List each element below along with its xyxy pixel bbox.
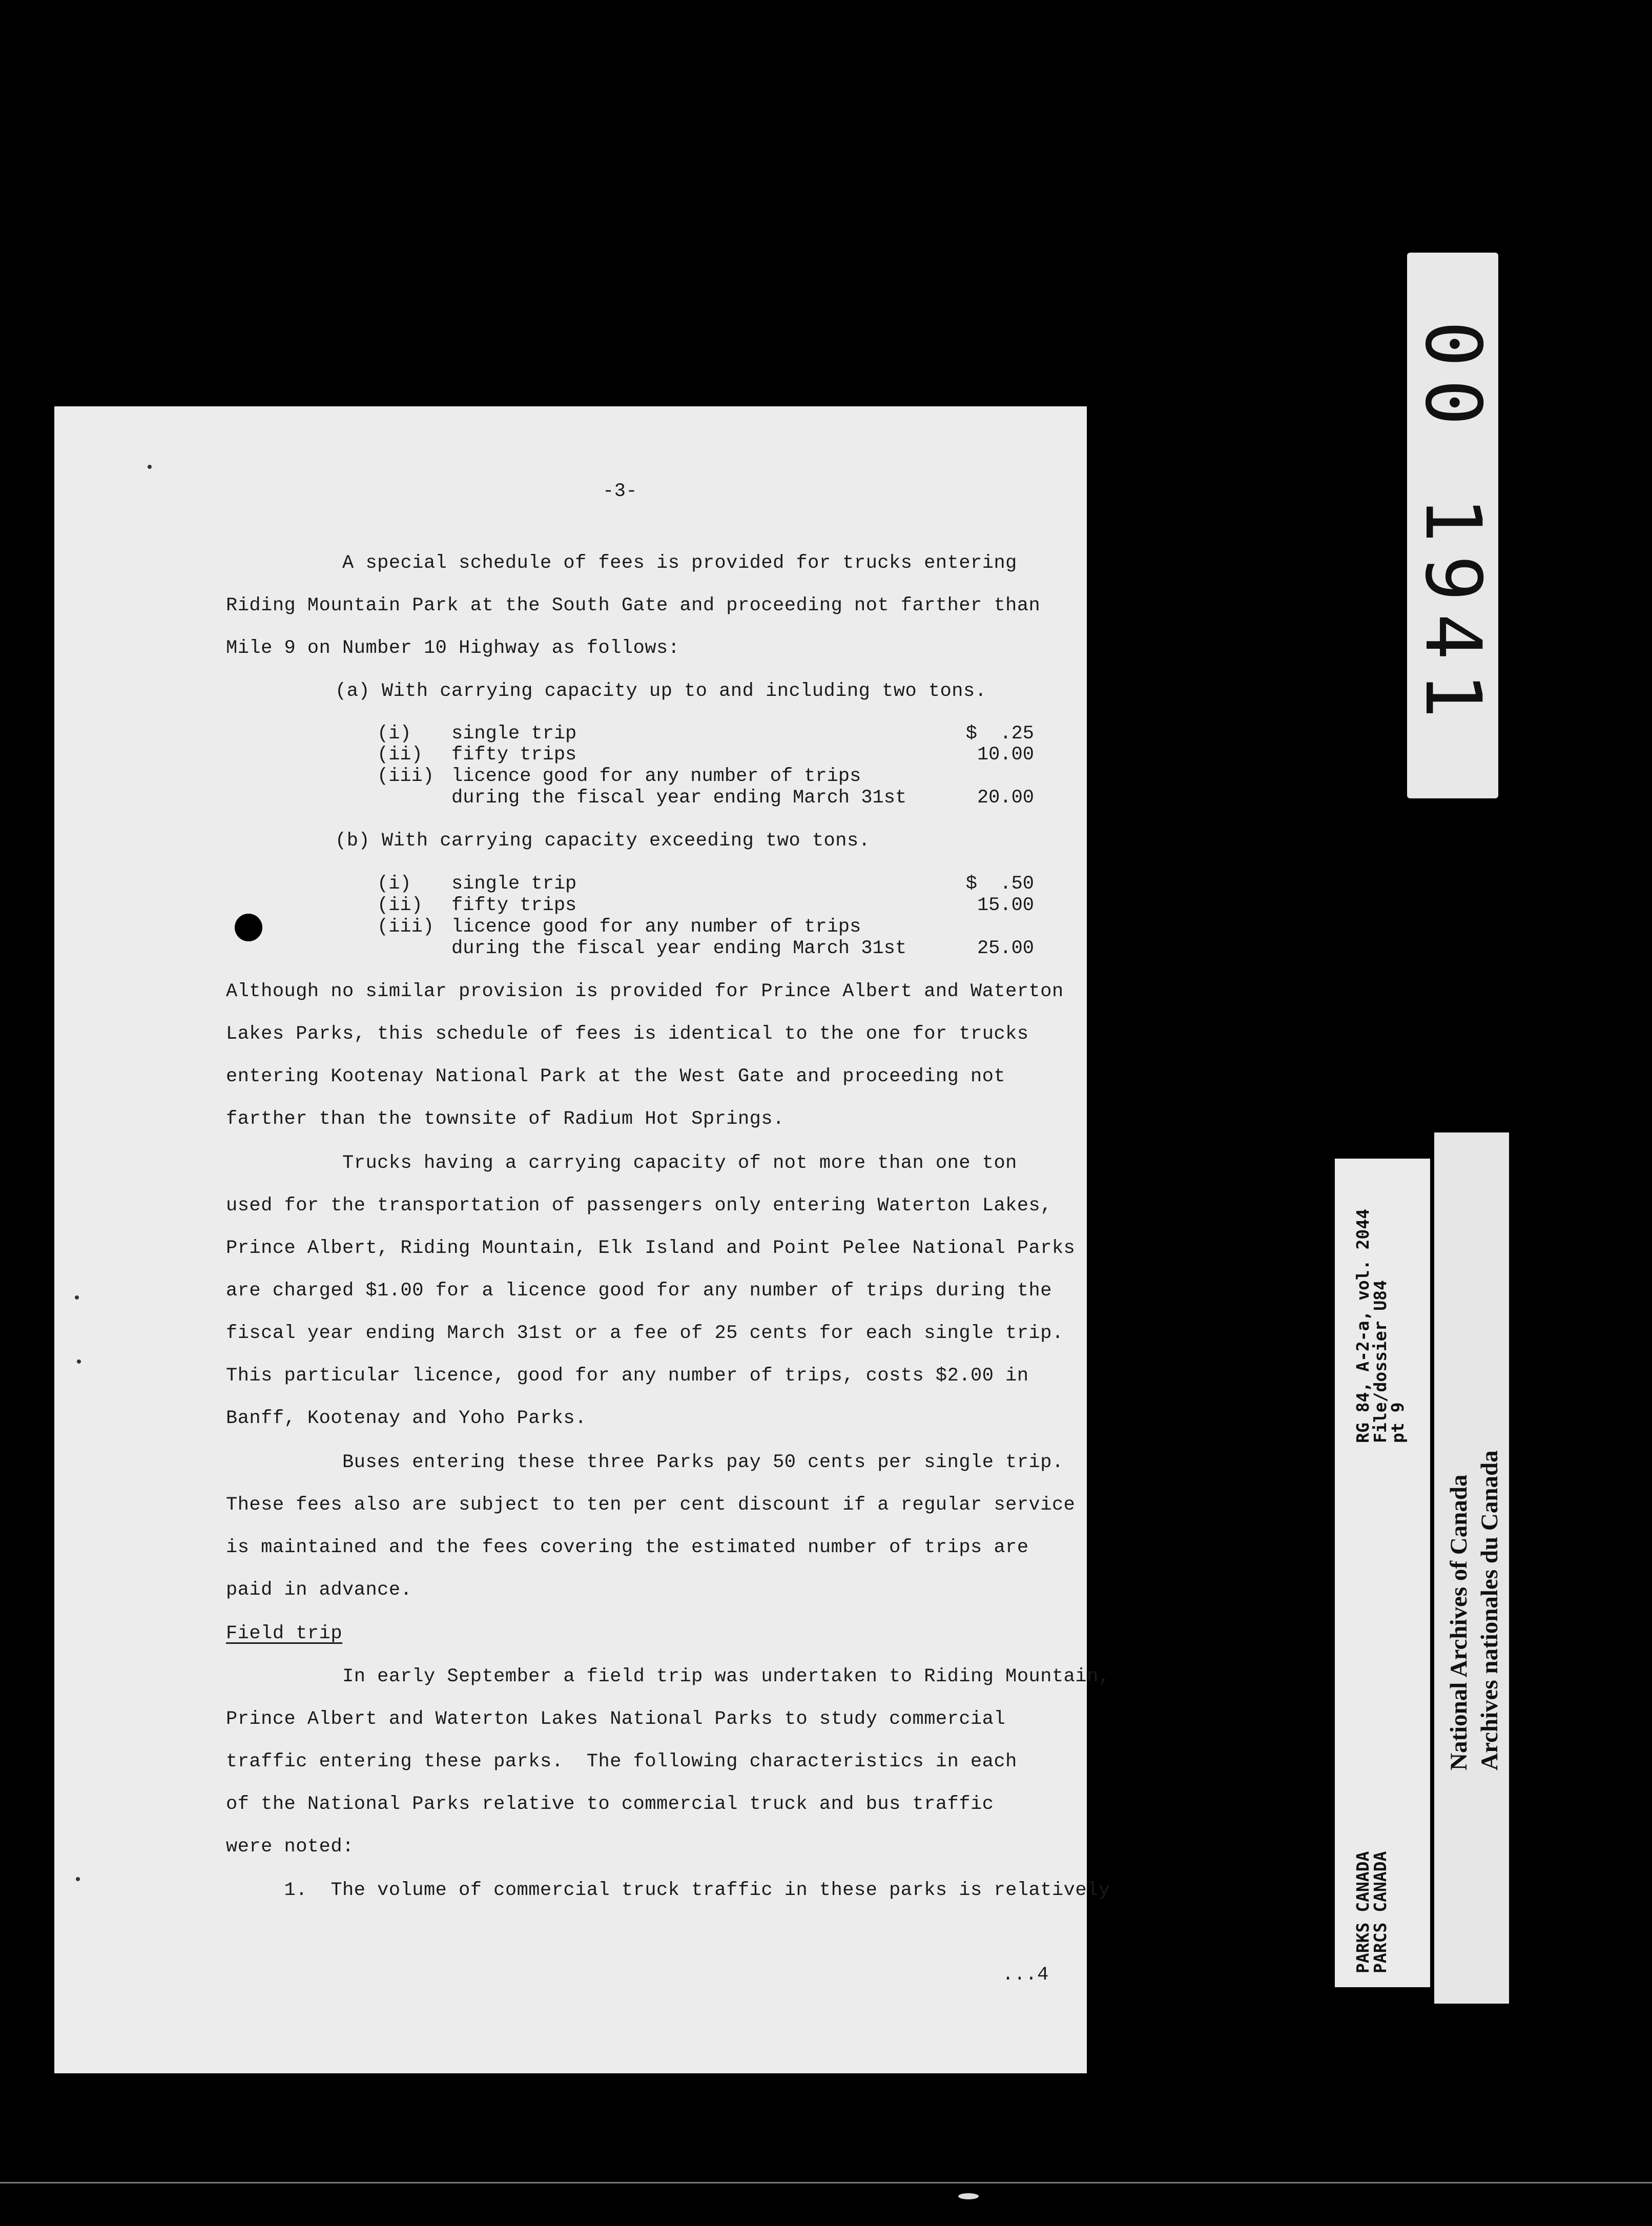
schedule-heading-b: (b) With carrying capacity exceeding two tons. [335,830,871,852]
text-line: Prince Albert and Waterton Lakes National Parks to study commercial [226,1708,1006,1730]
archives-institution-label [1434,1132,1509,2004]
section-heading-field-trip: Field trip [226,1623,343,1644]
item-description: licence good for any number of trips [451,916,861,938]
item-number: (ii) [377,744,423,766]
item-amount: 10.00 [977,744,1034,766]
agency-line: PARKS CANADA [1353,1851,1373,1973]
text-line: Lakes Parks, this schedule of fees is identical to the one for trucks [226,1023,1029,1045]
archive-reference-label [1335,1159,1430,1987]
item-amount: $ .50 [965,873,1034,895]
schedule-heading-a: (a) With carrying capacity up to and including two tons. [335,681,987,702]
item-amount: $ .25 [965,723,1034,745]
text-line: entering Kootenay National Park at the West Gate and proceeding not [226,1066,1006,1087]
item-number: (i) [377,873,411,895]
institution-line: National Archives of Canada [1446,1474,1472,1770]
item-number: (iii) [377,916,435,938]
item-description: during the fiscal year ending March 31st [451,787,907,809]
scan-artifact [958,2193,979,2199]
frame-counter-card [1407,253,1498,798]
document-text [54,406,1110,2073]
text-line: used for the transportation of passengers only entering Waterton Lakes, [226,1195,1052,1217]
item-amount: 20.00 [977,787,1034,809]
text-line: In early September a field trip was undertaken to Riding Mountain, [226,1666,1110,1687]
item-number: (iii) [377,766,435,787]
item-description: licence good for any number of trips [451,766,861,787]
numbered-item-1: 1. The volume of commercial truck traffic in these parks is relatively [226,1880,1110,1901]
item-description: fifty trips [451,744,577,766]
item-amount: 25.00 [977,938,1034,959]
agency-line: PARCS CANADA [1370,1851,1390,1973]
text-line: fiscal year ending March 31st or a fee of 25 cents for each single trip. [226,1323,1064,1344]
item-description: during the fiscal year ending March 31st [451,938,907,959]
scan-edge-line [0,2182,1652,2183]
text-line: These fees also are subject to ten per cent discount if a regular service [226,1494,1076,1516]
item-description: single trip [451,723,577,745]
text-line: Prince Albert, Riding Mountain, Elk Island and Point Pelee National Parks [226,1238,1076,1259]
text-line: This particular licence, good for any number of trips, costs $2.00 in [226,1365,1029,1387]
continuation-marker: ...4 [1002,1964,1049,1986]
text-line: Although no similar provision is provided for Prince Albert and Waterton [226,981,1064,1002]
text-line: traffic entering these parks. The following characteristics in each [226,1751,1017,1772]
text-line: Banff, Kootenay and Yoho Parks. [226,1408,587,1429]
reference-line: RG 84, A-2-a, vol. 2044 [1353,1209,1373,1443]
item-amount: 15.00 [977,895,1034,916]
text-line: are charged $1.00 for a licence good for any number of trips during the [226,1280,1052,1302]
item-description: single trip [451,873,577,895]
frame-counter: 00 1941 [1408,320,1497,731]
reference-line: pt 9 [1388,1402,1408,1443]
text-line: of the National Parks relative to commercial truck and bus traffic [226,1794,994,1815]
text-line: were noted: [226,1836,354,1858]
text-line: is maintained and the fees covering the estimated number of trips are [226,1537,1029,1558]
text-line: Buses entering these three Parks pay 50 cents per single trip. [226,1452,1064,1473]
text-line: Riding Mountain Park at the South Gate and proceeding not farther than [226,595,1041,616]
text-line: Trucks having a carrying capacity of not more than one ton [226,1152,1017,1174]
reference-line: File/dossier U84 [1370,1280,1390,1443]
text-line: farther than the townsite of Radium Hot Springs. [226,1108,784,1130]
typed-document-page [54,406,1110,2073]
institution-line: Archives nationales du Canada [1476,1450,1503,1770]
text-line: paid in advance. [226,1579,412,1601]
page-number: -3- [603,481,638,502]
text-line: A special schedule of fees is provided for trucks entering [226,552,1017,574]
item-description: fifty trips [451,895,577,916]
item-number: (ii) [377,895,423,916]
item-number: (i) [377,723,411,745]
text-line: Mile 9 on Number 10 Highway as follows: [226,637,680,659]
